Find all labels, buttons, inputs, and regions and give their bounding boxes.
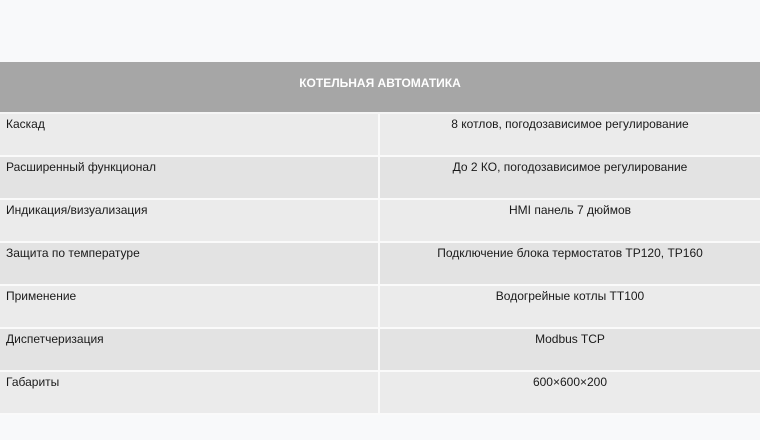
table-row: [0, 114, 760, 157]
row-label-extended-functions: Расширенный функционал: [0, 157, 380, 200]
row-label-indication: Индикация/визуализация: [0, 200, 380, 243]
row-value-temperature-protection: Подключение блока термостатов ТР120, ТР160: [380, 243, 760, 286]
row-value-application: Водогрейные котлы ТТ100: [380, 286, 760, 329]
table-row: [0, 329, 760, 372]
spec-table: [0, 62, 760, 415]
row-value-cascade: 8 котлов, погодозависимое регулирование: [380, 114, 760, 157]
table-header-row: [0, 62, 760, 114]
row-value-indication: HMI панель 7 дюймов: [380, 200, 760, 243]
table-row: [0, 372, 760, 415]
row-label-cascade: Каскад: [0, 114, 380, 157]
row-label-application: Применение: [0, 286, 380, 329]
table-row: [0, 157, 760, 200]
table-row: [0, 200, 760, 243]
table-row: [0, 243, 760, 286]
row-value-extended-functions: До 2 КО, погодозависимое регулирование: [380, 157, 760, 200]
row-label-dispatching: Диспетчеризация: [0, 329, 380, 372]
row-value-dimensions: 600×600×200: [380, 372, 760, 415]
row-label-dimensions: Габариты: [0, 372, 380, 415]
row-value-dispatching: Modbus TCP: [380, 329, 760, 372]
table-title: КОТЕЛЬНАЯ АВТОМАТИКА: [0, 62, 760, 114]
table-row: [0, 286, 760, 329]
row-label-temperature-protection: Защита по температуре: [0, 243, 380, 286]
